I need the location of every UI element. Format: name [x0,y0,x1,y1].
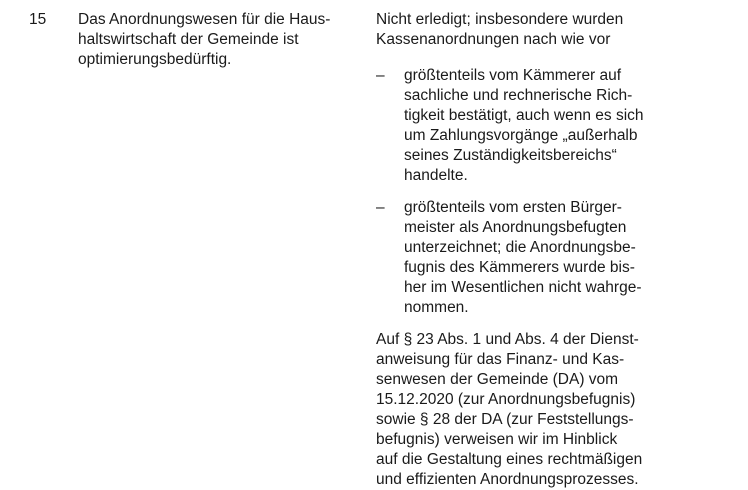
text-line: her im Wesentlichen nicht wahrge- [404,279,642,296]
closing-paragraph [376,330,676,490]
status-intro [376,10,676,50]
status-text [376,10,676,490]
text-line: Kassenanordnungen nach wie vor [376,31,611,48]
text-line: größtenteils vom ersten Bürger- [404,199,622,216]
dash-marker: – [376,199,385,216]
text-line: Das Anordnungswesen für die Haus- [78,11,331,28]
text-line: befugnis) verweisen wir im Hinblick [376,431,618,448]
text-line: Nicht erledigt; insbesondere wurden [376,11,624,28]
text-line: und effizienten Anordnungsprozesses. [376,471,639,488]
text-line: Auf § 23 Abs. 1 und Abs. 4 der Dienst- [376,331,639,348]
text-line: tigkeit bestätigt, auch wenn es sich [404,107,644,124]
dash-marker: – [376,67,385,84]
bullet-list [376,66,676,318]
finding-text [78,10,338,70]
text-line: sachliche und rechnerische Rich- [404,87,633,104]
text-line: anweisung für das Finanz- und Kas- [376,351,625,368]
text-line: unterzeichnet; die Anordnungsbe- [404,239,636,256]
bullet-item [376,66,676,186]
bullet-text [404,66,676,186]
text-line: um Zahlungsvorgänge „außerhalb [404,127,638,144]
text-line: senwesen der Gemeinde (DA) vom [376,371,619,388]
text-line: nommen. [404,299,469,316]
text-line: größtenteils vom Kämmerer auf [404,67,622,84]
text-line: meister als Anordnungsbefugten [404,219,627,236]
text-line: fugnis des Kämmerers wurde bis- [404,259,635,276]
text-line: 15.12.2020 (zur Anordnungsbefugnis) [376,391,636,408]
text-line: optimierungsbedürftig. [78,51,232,68]
text-line: sowie § 28 der DA (zur Feststellungs- [376,411,634,428]
text-line: haltswirtschaft der Gemeinde ist [78,31,299,48]
text-line: handelte. [404,167,468,184]
text-line: seines Zuständigkeitsbereichs“ [404,147,617,164]
bullet-text [404,198,676,318]
bullet-item [376,198,676,318]
row-number: 15 [29,11,47,28]
text-line: auf die Gestaltung eines rechtmäßigen [376,451,643,468]
